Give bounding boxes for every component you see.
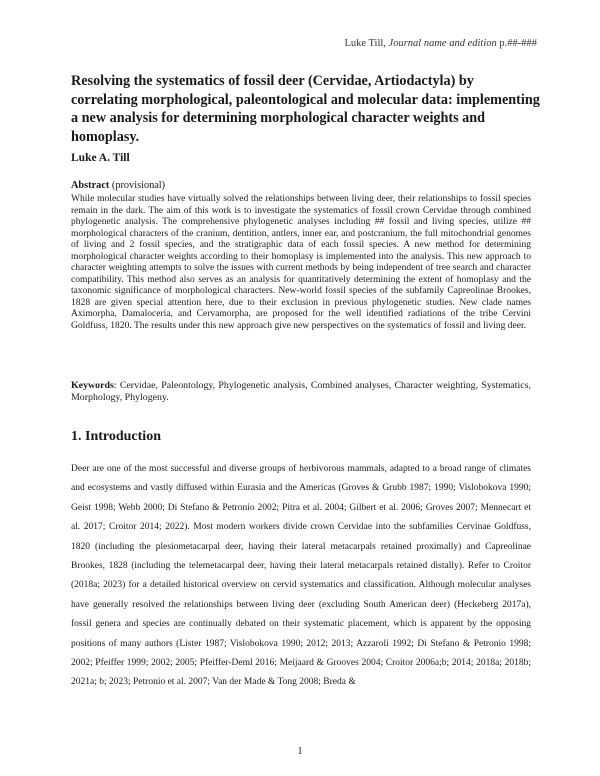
abstract-note: (provisional) [111, 180, 166, 191]
abstract-heading [71, 180, 165, 191]
running-head-journal: Journal name and edition [388, 38, 497, 49]
keywords-text: : Cervidae, Paleontology, Phylogenetic analysis, Combined analyses, Character weighting, Systematics, Morphology, Phylogeny. [71, 380, 531, 403]
running-head-pages: p.##-### [499, 38, 537, 49]
running-head [344, 38, 537, 49]
introduction-text: Deer are one of the most successful and diverse groups of herbivorous mammals, adapted to a broad range of climates and ecosystems and vastly diffused within Eurasia and the Americas (Groves & Grubb 1987; 1990; Vislobokova 1990; Geist 1998; Webb 2000; Di Stefano & Petronio 2002; Pitra et al. 2004; Gilbert et al. 2006; Groves 2007; Mennecart et al. 2017; Croitor 2014; 2022). Most modern workers divide crown Cervidae into the subfamilies Cervinae Goldfuss, 1820 (including the plesiometacarpal deer, having their lateral metacarpals retained proximally) and Capreolinae Brookes, 1828 (including the telemetacarpal deer, having their lateral metacarpals retained distally). Refer to Croitor (2018a; 2023) for a detailed historical overview on cervid systematics and classification. Although molecular analyses have generally resolved the relationships between living deer (excluding South American deer) (Heckeberg 2017a), fossil genera and species are continually debated on their systematic placement, which is apparent by the opposing positions of many authors (Lister 1987; Vislobokova 1990; 2012; 2013; Azzaroli 1992; Di Stefano & Petronio 1998; 2002; Pfeiffer 1999; 2002; 2005; Pfeiffer-Deml 2016; Meijaard & Grooves 2004; Croitor 2006a;b; 2014; 2018a; 2018b; 2021a; b; 2023; Petronio et al. 2007; Van der Made & Tong 2008; Breda & [71, 464, 531, 688]
keywords-label: Keywords [71, 380, 114, 391]
author-name: Luke A. Till [71, 152, 130, 164]
keywords [71, 380, 531, 404]
running-head-author: Luke Till, [344, 38, 386, 49]
page-number: 1 [297, 746, 303, 757]
abstract-label: Abstract [71, 180, 110, 191]
section-title: 1. Introduction [71, 429, 161, 444]
paper-title: Resolving the systematics of fossil deer (Cervidae, Artiodactyla) by correlating morphological, paleontological and molecular data: implementing a new analysis for determining morphological character weights and homoplasy. [71, 73, 540, 145]
abstract-text: While molecular studies have virtually solved the relationships between living deer, their relationships to fossil species remain in the dark. The aim of this work is to investigate the systematics of fossil crown Cervidae through combined phylogenetic analysis. The comprehensive phylogenetic analyses including ## fossil and living species, utilize ## morphological characters of the cranium, dentition, antlers, inner ear, and postcranium, the full mitochondrial genomes of living and 2 fossil species, and the stratigraphic data of each fossil species. A new method for determining morphological character weights according to their homoplasy is implemented into the analysis. This new approach to character weighting attempts to solve the issues with current methods by being independent of tree search and character compatibility. This method also serves as an analysis for quantitatively determining the extent of homoplasy and the taxonomic significance of morphological characters. New-world fossil species of the subfamily Capreolinae Brookes, 1828 are given special attention here, due to their exclusion in previous phylogenetic studies. New clade names Aximorpha, Damaloceria, and Cervamorpha, are proposed for the well identified radiations of the tribe Cervini Goldfuss, 1820. The results under this new approach give new perspectives on the systematics of fossil and living deer. [71, 193, 531, 332]
